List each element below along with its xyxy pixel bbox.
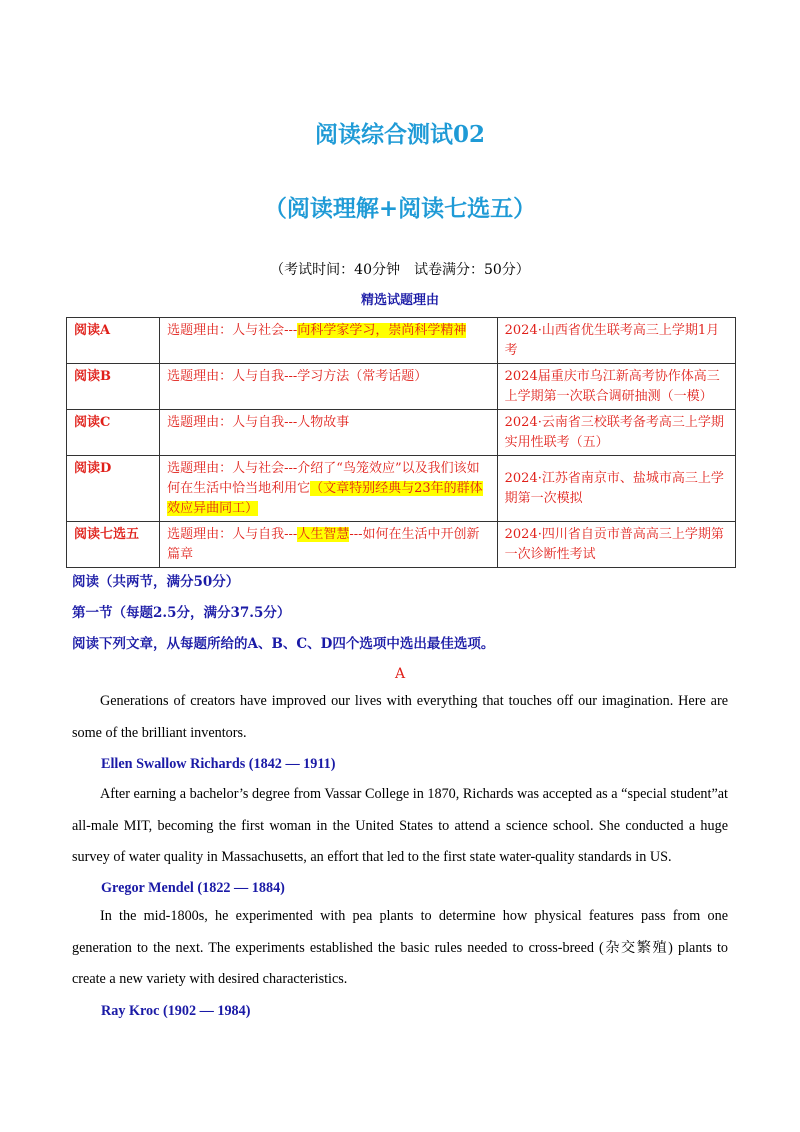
intro-paragraph: Generations of creators have improved our lives with everything that touches off our imagination. Here are some of the brilliant inventors. [72,693,728,741]
inventor-paragraph: After earning a bachelor’s degree from Vassar College in 1870, Richards was accepted as a “special student”at all-male MIT, becoming the first woman in the United States to attend a science school. She conducted a huge survey of water quality in Massachusetts, an effort that led to the first state water-quality standards in US. [72,786,728,865]
table-caption: 精选试题理由 [360,293,439,308]
exam-info: （考试时间：40分钟 试卷满分：50分） [270,262,530,278]
table-row [67,364,736,410]
table-row [67,318,736,364]
page-title: 阅读综合测试02 [314,121,485,148]
row-reason: 选题理由：人与自我---学习方法（常考话题） [160,364,498,410]
row-source: 2024届重庆市乌江新高考协作体高三上学期第一次联合调研抽测（一模） [497,364,735,410]
table-row [67,410,736,456]
row-reason: 选题理由：人与社会---向科学家学习，崇尚科学精神 [160,318,498,364]
highlighted-text: 向科学家学习，崇尚科学精神 [297,323,467,338]
section-heading: 阅读（共两节，满分50分） [72,574,240,590]
row-source: 2024·山西省优生联考高三上学期1月考 [497,318,735,364]
selection-reasons-table [66,317,736,568]
instruction: 阅读下列文章，从每题所给的A、B、C、D四个选项中选出最佳选项。 [72,636,495,652]
row-label: 阅读D [67,456,160,522]
row-label: 阅读七选五 [67,522,160,568]
inventor-name: Ray Kroc (1902 — 1984) [101,1003,251,1019]
row-source: 2024·云南省三校联考备考高三上学期实用性联考（五） [497,410,735,456]
highlighted-text: （文章特别经典与23年的群体效应异曲同工） [167,481,483,516]
row-label: 阅读A [67,318,160,364]
inventor-name: Ellen Swallow Richards (1842 — 1911) [101,756,336,772]
page-subtitle: （阅读理解+阅读七选五） [263,195,537,222]
row-label: 阅读C [67,410,160,456]
row-label: 阅读B [67,364,160,410]
row-reason: 选题理由：人与自我---人生智慧---如何在生活中开创新篇章 [160,522,498,568]
table-row [67,522,736,568]
passage-letter: A [394,666,406,682]
part-heading: 第一节（每题2.5分，满分37.5分） [72,605,291,621]
row-reason: 选题理由：人与自我---人物故事 [160,410,498,456]
inventor-name: Gregor Mendel (1822 — 1884) [101,880,285,896]
highlighted-text: 人生智慧 [297,527,350,542]
row-source: 2024·四川省自贡市普高高三上学期第一次诊断性考试 [497,522,735,568]
row-source: 2024·江苏省南京市、盐城市高三上学期第一次模拟 [497,456,735,522]
inventor-paragraph: In the mid-1800s, he experimented with pea plants to determine how physical features pass from one generation to the next. The experiments established the basic rules needed to cross-breed (杂交繁殖) plants to create a new variety with desired characteristics. [72,908,728,987]
row-reason: 选题理由：人与社会---介绍了“鸟笼效应”以及我们该如何在生活中恰当地利用它（文章特别经典与23年的群体效应异曲同工） [160,456,498,522]
table-row [67,456,736,522]
